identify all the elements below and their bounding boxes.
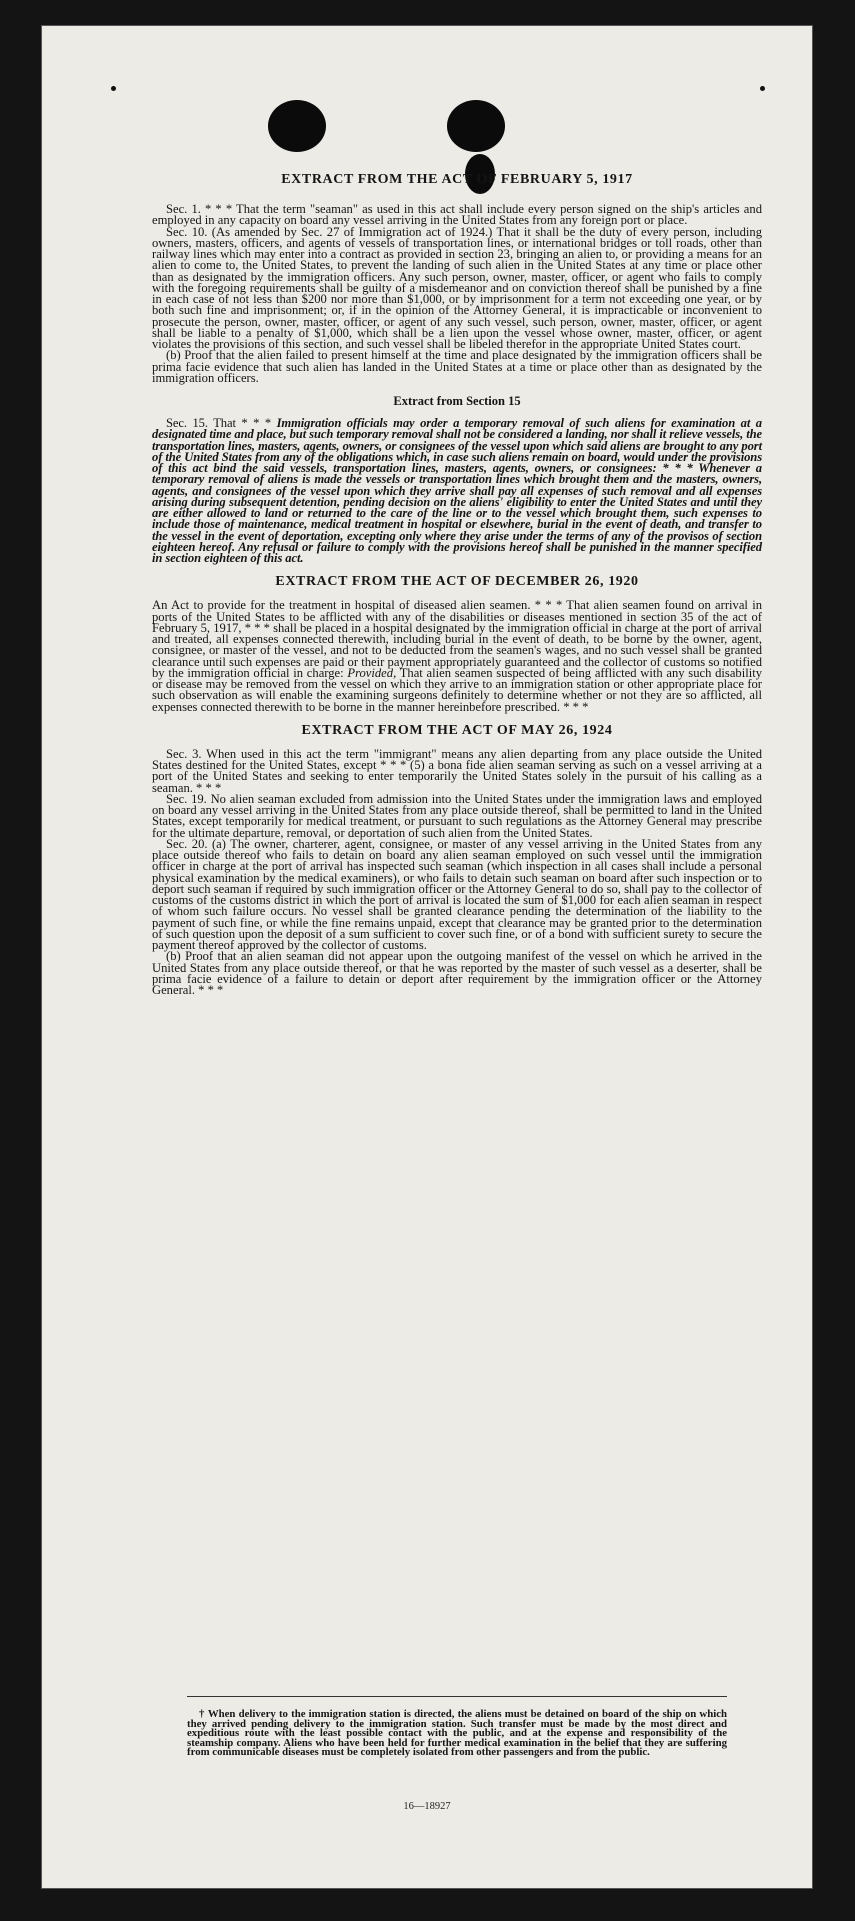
section-15-body: Immigration officials may order a temporary removal of such aliens for examination at a designated time and place, but such temporary removal shall not be considered a landing, nor shall it relieve vessels, the transportation lines, masters, agents, owners, or consignees of the vessel upon which said aliens are brought to any port of the United States from any of the obligations which, in case such aliens remain on board, would under the provisions of this act bind the said vessels, transportation lines, masters, agents, owners, or consignees: * * * Whenever a temporary removal of aliens is made the vessels or transportation lines which brought them and the masters, owners, agents, and consignees of the vessel upon which they arrive shall pay all expenses of such removal and all expenses arising during subsequent detention, pending decision on the aliens' eligibility to enter the United States and until they are either allowed to land or returned to the care of the line or to the vessel which brought them, such expenses to include those of maintenance, medical treatment in hospital or elsewhere, burial in the event of death, and transfer to the vessel in the event of deportation, excepting only where they arise under the terms of any of the provisos of section eighteen hereof. Any refusal or failure to comply with the provisions hereof shall be punished in the manner specified in section eighteen of this act. [152,416,762,565]
section-15-text [152,418,762,564]
document-page [42,26,812,1888]
act-1920-main: An Act to provide for the treatment in hospital of diseased alien seamen. * * * That alien seamen found on arrival in ports of the United States to be afflicted with any of the disabilities or diseases mentioned in section 35 of the act of February 5, 1917, * * * shall be placed in a hospital designated by the immigration official in charge at the port of arrival and treated, all expenses connected therewith, including burial in the event of death, to be borne by the owner, agent, consignee, or master of the vessel, and not to be deducted from the seamen's wages, and no such vessel shall be granted clearance until such expenses are paid or their payment appropriately guaranteed and the collector of customs so notified by the immigration official in charge: [152,598,762,680]
footnote-text: † When delivery to the immigration station is directed, the aliens must be detained on board of the ship on which they arrived pending delivery to the immigration station. Such transfer must be made by the most direct and expeditious route with the least possible contact with the public, and at the expense and responsibility of the steamship company. Aliens who have been held for further medical examination in the belief that they are suffering from communicable diseases must be completely isolated from other passengers and from the public. [187,1708,727,1759]
punch-hole [268,100,326,152]
section-20a-text: Sec. 20. (a) The owner, charterer, agent, consignee, or master of any vessel arriving in the United States from any place outside thereof who fails to detain on board any alien seaman employed on such vessel until the immigration officer in charge at the port of arrival has inspected such seaman (which inspection in all cases shall include a personal physical examination by the medical examiners), or who fails to detain such seaman on board after such inspection or to deport such seaman if required by such immigration officer or the Attorney General to do so, shall pay to the collector of customs of the customs district in which the port of arrival is located the sum of $1,000 for each alien seaman in respect of whom such failure occurs. No vessel shall be granted clearance pending the determination of the liability to the payment of such fine, or while the fine remains unpaid, except that clearance may be granted prior to the determination of such question upon the deposit of a sum sufficient to cover such fine, or of a bond with sufficient surety to secure the payment thereof approved by the collector of customs. [152,836,762,952]
document-body [152,172,762,996]
act-1920-provided: Provided, [347,665,397,680]
footnote-divider [187,1696,727,1697]
section-10-text: Sec. 10. (As amended by Sec. 27 of Immigration act of 1924.) That it shall be the duty of every person, including owners, masters, officers, and agents of vessels of transportation lines, or international bridges or toll roads, other than railway lines which may enter into a contract as provided in section 23, bringing an alien to, or providing a means for an alien to come to, the United States, to prevent the landing of such alien in the United States at any time or place other than as designated by the immigration officers. Any such person, owner, master, officer, or agent who fails to comply with the foregoing requirements shall be guilty of a misdemeanor and on conviction thereof shall be punished by a fine in each case of not less than $200 nor more than $1,000, or by imprisonment for a term not exceeding one year, or by both such fine and imprisonment; or, if in the opinion of the Attorney General, it is impracticable or inconvenient to prosecute the person, owner, master, officer, or agent of any such vessel, such person, owner, master, officer, or agent shall be liable to a penalty of $1,000, which shall be a lien upon the vessel whose owner, master, officer, or agent violates the provisions of this section, and such vessel shall be libeled therefor in the appropriate United States court. [152,224,762,351]
heading-act-1917: EXTRACT FROM THE ACT OF FEBRUARY 5, 1917 [281,172,633,187]
heading-act-1920: EXTRACT FROM THE ACT OF DECEMBER 26, 1920 [275,574,639,590]
speck-mark [111,86,116,91]
section-19-text: Sec. 19. No alien seaman excluded from admission into the United States under the immigration laws and employed on board any vessel arriving in the United States from any place outside thereof, shall be permitted to land in the United States, except temporarily for medical treatment, or pursuant to such regulations as the Attorney General may prescribe for the ultimate departure, removal, or deportation of such alien from the United States. [152,791,762,840]
heading-act-1924: EXTRACT FROM THE ACT OF MAY 26, 1924 [301,722,613,738]
act-1920-tail: That alien seamen suspected of being afflicted with any such disability or disease may be removed from the vessel on which they arrive to an immigration station or other appropriate place for such observation as will enable the examining surgeons definitely to determine whether or not they are so afflicted, all expenses connected therewith to be borne in the manner hereinbefore prescribed. * * * [152,665,762,714]
act-1920-text [152,600,762,713]
section-15-lead: Sec. 15. That * * * [166,416,277,430]
heading-section-15: Extract from Section 15 [393,394,521,408]
section-20b-text: (b) Proof that an alien seaman did not appear upon the outgoing manifest of the vessel on which he arrived in the United States from any place outside thereof, or that he was reported by the master of such vessel as a deserter, shall be prima facie evidence of a failure to detain or deport after requirement by the immigration officer or the Attorney General. * * * [152,949,762,997]
form-number: 16—18927 [403,1801,451,1812]
section-10b-text: (b) Proof that the alien failed to present himself at the time and place designated by the immigration officers shall be prima facie evidence that such alien has landed in the United States at a time or place other than as designated by the immigration officers. [152,348,762,385]
section-3-text: Sec. 3. When used in this act the term "immigrant" means any alien departing from any place outside the United States destined for the United States, except * * * (5) a bona fide alien seaman serving as such on a vessel arriving at a port of the United States and seeking to enter temporarily the United States solely in the pursuit of his calling as a seaman. * * * [152,746,762,795]
section-1-text: Sec. 1. * * * That the term "seaman" as used in this act shall include every person signed on the ship's articles and employed in any capacity on board any vessel arriving in the United States from any foreign port or place. [152,202,762,228]
footnote [187,1710,727,1758]
punch-hole [447,100,505,152]
speck-mark [760,86,765,91]
